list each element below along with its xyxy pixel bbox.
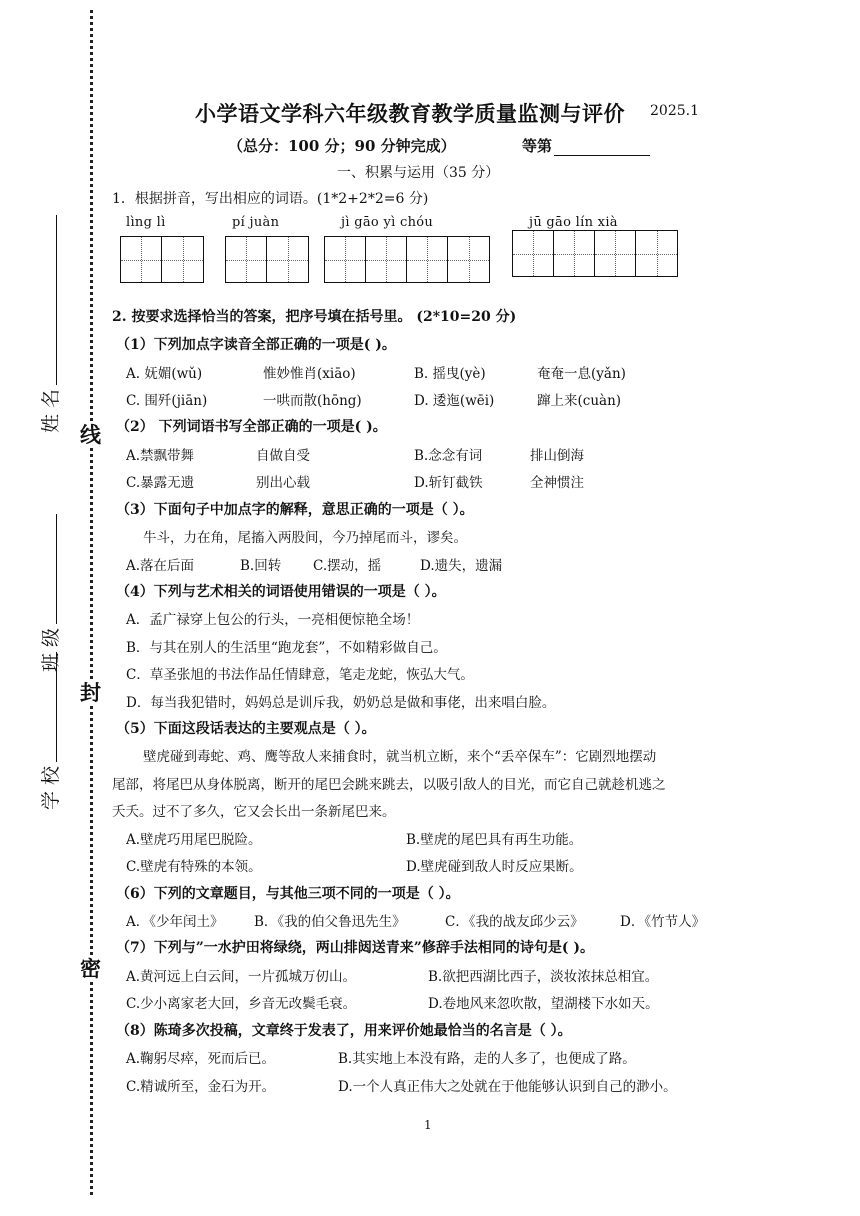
class-label: 班 级 bbox=[40, 627, 62, 672]
q2-2-opt: D.斩钉截铁 bbox=[414, 475, 483, 491]
q2-1-opt: 蹿上来(cuàn) bbox=[537, 393, 622, 409]
q2-7-opt: B.欲把西湖比西子，淡妆浓抹总相宜。 bbox=[428, 969, 659, 985]
answer-cell[interactable] bbox=[267, 237, 308, 282]
grade-label: 等第 bbox=[522, 137, 553, 155]
q2-1-opt: 惟妙惟肖(xiāo) bbox=[263, 366, 356, 382]
grade-blank[interactable] bbox=[554, 141, 650, 156]
q2-5-para: 尾部，将尾巴从身体脱离，断开的尾巴会跳来跳去，以吸引敌人的目光，而它自己就趁机逃之 bbox=[112, 777, 666, 793]
q2-7-stem: （7）下列与”一水护田将绿绕，两山排闼送青来”修辞手法相同的诗句是( )。 bbox=[116, 940, 594, 956]
q1-grid-1 bbox=[120, 236, 204, 283]
q1-pinyin-3: jì gāo yì chóu bbox=[341, 215, 434, 230]
q1-prompt: 1．根据拼音，写出相应的词语。(1*2+2*2=6 分) bbox=[112, 191, 429, 207]
q2-1-opt: C. 围歼(jiān) bbox=[126, 393, 208, 409]
q2-2-opt: B.念念有词 bbox=[414, 448, 483, 464]
page-number: 1 bbox=[424, 1118, 432, 1132]
q1-pinyin-4: jū gāo lín xià bbox=[529, 215, 618, 230]
q2-6-opt: B．《我的伯父鲁迅先生》 bbox=[254, 914, 406, 930]
binding-dotted-line bbox=[90, 10, 93, 1195]
answer-cell[interactable] bbox=[407, 237, 448, 282]
q2-5-para: 壁虎碰到毒蛇、鸡、鹰等敌人来捕食时，就当机立断，来个“丢卒保车”：它剧烈地摆动 bbox=[143, 749, 657, 765]
seal-secret-char: 密 bbox=[80, 956, 101, 981]
q2-7-opt: D.卷地风来忽吹散，望湖楼下水如天。 bbox=[428, 996, 659, 1012]
q2-2-opt: 全神惯注 bbox=[530, 475, 584, 491]
answer-cell[interactable] bbox=[366, 237, 407, 282]
q2-2-opt: 别出心载 bbox=[256, 475, 310, 491]
q1-pinyin-2: pí juàn bbox=[232, 215, 280, 230]
answer-cell[interactable] bbox=[513, 231, 554, 276]
q2-5-para: 夭夭。过不了多久，它又会长出一条新尾巴来。 bbox=[112, 804, 396, 820]
q2-6-stem: （6）下列的文章题目，与其他三项不同的一项是（ ）。 bbox=[116, 886, 460, 902]
q2-1-opt: A. 妩媚(wǔ) bbox=[126, 366, 203, 382]
q2-8-stem: （8）陈琦多次投稿，文章终于发表了，用来评价她最恰当的名言是（ ）。 bbox=[116, 1023, 572, 1039]
q2-2-stem: （2） 下列词语书写全部正确的一项是( )。 bbox=[116, 419, 387, 435]
q2-8-opt: B.其实地上本没有路，走的人多了，也便成了路。 bbox=[338, 1051, 636, 1067]
q2-prompt: 2. 按要求选择恰当的答案，把序号填在括号里。 (2*10=20 分) bbox=[112, 309, 517, 325]
q2-2-opt: A.禁飘带舞 bbox=[126, 448, 195, 464]
answer-cell[interactable] bbox=[226, 237, 267, 282]
seal-line-char: 线 bbox=[80, 422, 101, 447]
name-field bbox=[36, 211, 63, 433]
school-label: 学 校 bbox=[40, 765, 62, 810]
q1-grid-2 bbox=[225, 236, 309, 283]
q2-7-opt: A.黄河远上白云间，一片孤城万仞山。 bbox=[126, 969, 357, 985]
answer-cell[interactable] bbox=[636, 231, 677, 276]
answer-cell[interactable] bbox=[554, 231, 595, 276]
school-field bbox=[36, 648, 63, 810]
answer-cell[interactable] bbox=[121, 237, 162, 282]
grade-field bbox=[522, 135, 650, 156]
q2-6-opt: A．《少年闰土》 bbox=[126, 914, 224, 930]
exam-year: 2025.1 bbox=[650, 103, 699, 119]
q2-4-stem: （4）下列与艺术相关的词语使用错误的一项是（ ）。 bbox=[116, 584, 446, 600]
q2-1-opt: D. 逶迤(wēi) bbox=[414, 393, 495, 409]
q2-2-opt: 自做自受 bbox=[256, 448, 310, 464]
q2-8-opt: C.精诚所至，金石为开。 bbox=[126, 1079, 276, 1095]
q2-3-opt: A.落在后面 bbox=[126, 558, 195, 574]
q2-3-quote: 牛斗，力在角，尾搐入两股间，今乃掉尾而斗，谬矣。 bbox=[143, 530, 467, 546]
q1-pinyin-1: lìng lì bbox=[126, 215, 166, 230]
q2-5-opt: D.壁虎碰到敌人时反应果断。 bbox=[406, 859, 583, 875]
q2-8-opt: D.一个人真正伟大之处就在于他能够认识到自己的渺小。 bbox=[338, 1079, 677, 1095]
class-blank[interactable] bbox=[56, 514, 57, 624]
answer-cell[interactable] bbox=[448, 237, 489, 282]
q2-3-opt: B.回转 bbox=[240, 558, 282, 574]
q2-2-opt: 排山倒海 bbox=[530, 448, 584, 464]
answer-cell[interactable] bbox=[595, 231, 636, 276]
q2-4-opt: D．每当我犯错时，妈妈总是训斥我，奶奶总是做和事佬，出来唱白脸。 bbox=[126, 695, 556, 711]
name-blank[interactable] bbox=[56, 215, 57, 385]
section-heading: 一、积累与运用（35 分） bbox=[337, 165, 500, 181]
q2-4-opt: B．与其在别人的生活里“跑龙套”，不如精彩做自己。 bbox=[126, 640, 447, 656]
q1-grid-3 bbox=[324, 236, 490, 283]
q2-1-opt: 一哄而散(hōng) bbox=[263, 393, 362, 409]
q2-3-stem: （3）下面句子中加点字的解释，意思正确的一项是（ ）。 bbox=[116, 502, 474, 518]
q2-6-opt: D．《竹节人》 bbox=[620, 914, 706, 930]
seal-seal-char: 封 bbox=[80, 680, 101, 705]
page-title: 小学语文学科六年级教育教学质量监测与评价 bbox=[195, 101, 625, 126]
school-blank[interactable] bbox=[56, 652, 57, 762]
q2-6-opt: C．《我的战友邱少云》 bbox=[445, 914, 584, 930]
q2-1-opt: B. 摇曳(yè) bbox=[414, 366, 486, 382]
q2-5-opt: B.壁虎的尾巴具有再生功能。 bbox=[406, 832, 583, 848]
q2-7-opt: C.少小离家老大回，乡音无改鬓毛衰。 bbox=[126, 996, 357, 1012]
name-label: 姓 名 bbox=[40, 388, 62, 433]
q2-3-opt: C.摆动，摇 bbox=[313, 558, 382, 574]
answer-cell[interactable] bbox=[325, 237, 366, 282]
q2-3-opt: D.遗失，遗漏 bbox=[420, 558, 503, 574]
q2-4-opt: A．孟广禄穿上包公的行头，一亮相便惊艳全场！ bbox=[126, 612, 420, 628]
exam-subtitle: （总分：100 分；90 分钟完成） bbox=[228, 137, 456, 155]
q2-5-stem: （5）下面这段话表达的主要观点是（ ）。 bbox=[116, 721, 376, 737]
q2-1-opt: 奄奄一息(yǎn) bbox=[537, 366, 626, 382]
q2-1-stem: （1）下列加点字读音全部正确的一项是( )。 bbox=[116, 337, 396, 353]
q2-5-opt: A.壁虎巧用尾巴脱险。 bbox=[126, 832, 262, 848]
q2-8-opt: A.鞠躬尽瘁，死而后已。 bbox=[126, 1051, 276, 1067]
q2-4-opt: C．草圣张旭的书法作品任情肆意，笔走龙蛇，恢弘大气。 bbox=[126, 667, 474, 683]
q1-grid-4 bbox=[512, 230, 678, 277]
answer-cell[interactable] bbox=[162, 237, 203, 282]
q2-2-opt: C.暴露无遗 bbox=[126, 475, 195, 491]
q2-5-opt: C.壁虎有特殊的本领。 bbox=[126, 859, 262, 875]
